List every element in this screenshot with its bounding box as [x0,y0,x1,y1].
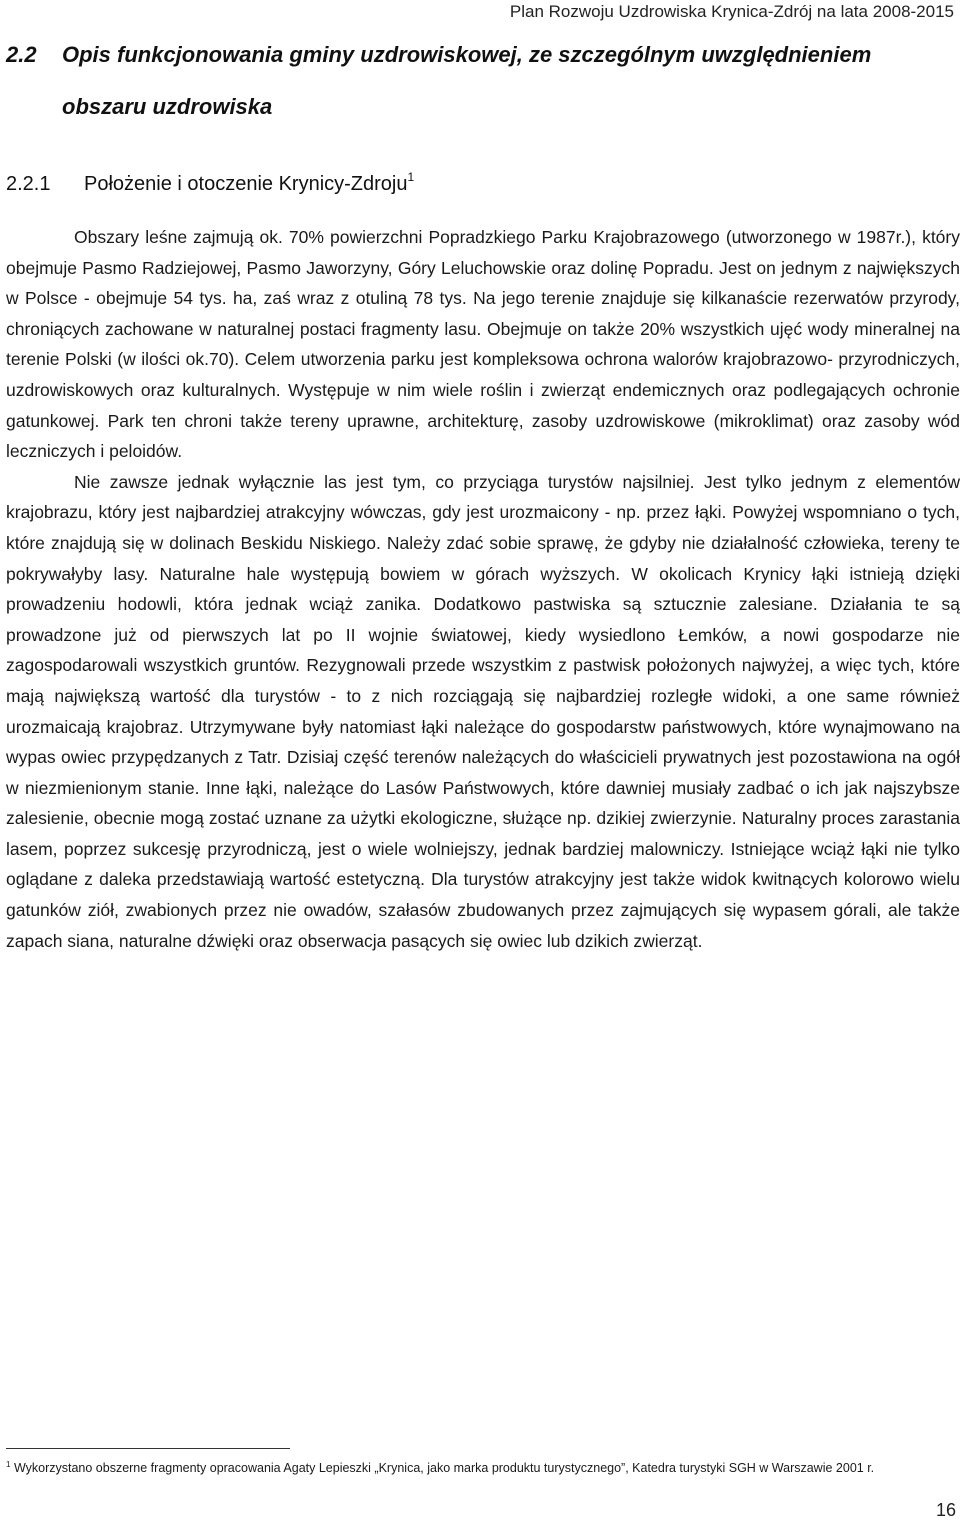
footnote [6,1460,874,1475]
body-text [6,222,960,956]
subsection-title: Położenie i otoczenie Krynicy-Zdroju [84,173,408,195]
running-header: Plan Rozwoju Uzdrowiska Krynica-Zdrój na lata 2008-2015 [509,2,954,21]
section-title-line1: Opis funkcjonowania gminy uzdrowiskowej, ze szczególnym uwzględnieniem [62,42,872,67]
section-title-line2: obszaru uzdrowiska [62,94,273,119]
paragraph-forests: Obszary leśne zajmują ok. 70% powierzchni Popradzkiego Parku Krajobrazowego (utworzonego w 1987r.), który obejmuje Pasmo Radziejowej, Pasmo Jaworzyny, Góry Leluchowskie oraz dolinę Popradu. Jest on jednym z największych w Polsce - obejmuje 54 tys. ha, zaś wraz z otuliną 78 tys. Na jego terenie znajduje się kilkanaście rezerwatów przyrody, chroniących zachowane w naturalnej postaci fragmenty lasu. Obejmuje on także 20% wszystkich ujęć wody mineralnej na terenie Polski (w ilości ok.70). Celem utworzenia parku jest kompleksowa ochrona walorów krajobrazowo- przyrodniczych, uzdrowiskowych oraz kulturalnych. Występuje w nim wiele roślin i zwierząt endemicznych oraz podlegających ochronie gatunkowej. Park ten chroni także tereny uprawne, architekturę, zasoby uzdrowiskowe (mikroklimat) oraz zasoby wód leczniczych i peloidów. [6,227,960,462]
section-heading [6,42,872,119]
section-number: 2.2 [6,42,37,67]
footnote-marker: 1 [6,1460,11,1469]
subsection-heading [6,170,414,196]
paragraph-meadows: Nie zawsze jednak wyłącznie las jest tym, co przyciąga turystów najsilniej. Jest tylko jednym z elementów krajobrazu, który jest najbardziej atrakcyjny wówczas, gdy jest urozmaicony - np. przez łąki. Powyżej wspomniano o tych, które znajdują się w dolinach Beskidu Niskiego. Należy zdać sobie sprawę, że gdyby nie działalność człowieka, tereny te pokrywałyby lasy. Naturalne hale występują bowiem w górach wyższych. W okolicach Krynicy łąki istnieją dzięki prowadzeniu hodowli, która jednak wciąż zanika. Dodatkowo pastwiska są sztucznie zalesiane. Działania te są prowadzone już od pierwszych lat po II wojnie światowej, kiedy wysiedlono Łemków, a nowi gospodarze nie zagospodarowali wszystkich gruntów. Rezygnowali przede wszystkim z pastwisk położonych najwyżej, a więc tych, które mają największą wartość dla turystów - to z nich rozciągają się najbardziej rozległe widoki, a one same również urozmaicają krajobraz. Utrzymywane były natomiast łąki należące do gospodarstw państwowych, które wynajmowano na wypas owiec przypędzanych z Tatr. Dzisiaj część terenów należących do właścicieli prywatnych jest pozostawiona na ogół w niezmienionym stanie. Inne łąki, należące do Lasów Państwowych, które dawniej musiały zadbać o ich jak najszybsze zalesienie, obecnie mogą zostać uznane za użytki ekologiczne, służące np. dzikiej zwierzynie. Naturalny proces zarastania lasem, poprzez sukcesję przyrodniczą, jest o wiele wolniejszy, jednak bardziej malowniczy. Istniejące wciąż łąki nie tylko oglądane z daleka przedstawiają wartość estetyczną. Dla turystów atrakcyjny jest także widok kwitnących kolorowo wielu gatunków ziół, zwabionych przez nie owadów, szałasów zbudowanych przez zajmujących się wypasem górali, ale także zapach siana, naturalne dźwięki oraz obserwacja pasących się owiec lub dzikich zwierząt. [6,471,960,951]
page-number: 16 [935,1500,956,1520]
footnote-divider [6,1448,290,1449]
subsection-number: 2.2.1 [6,173,51,195]
footnote-reference[interactable]: 1 [407,170,415,184]
footnote-text: Wykorzystano obszerne fragmenty opracowania Agaty Lepieszki „Krynica, jako marka produktu turystycznego”, Katedra turystyki SGH w Warszawie 2001 r. [13,1461,875,1475]
